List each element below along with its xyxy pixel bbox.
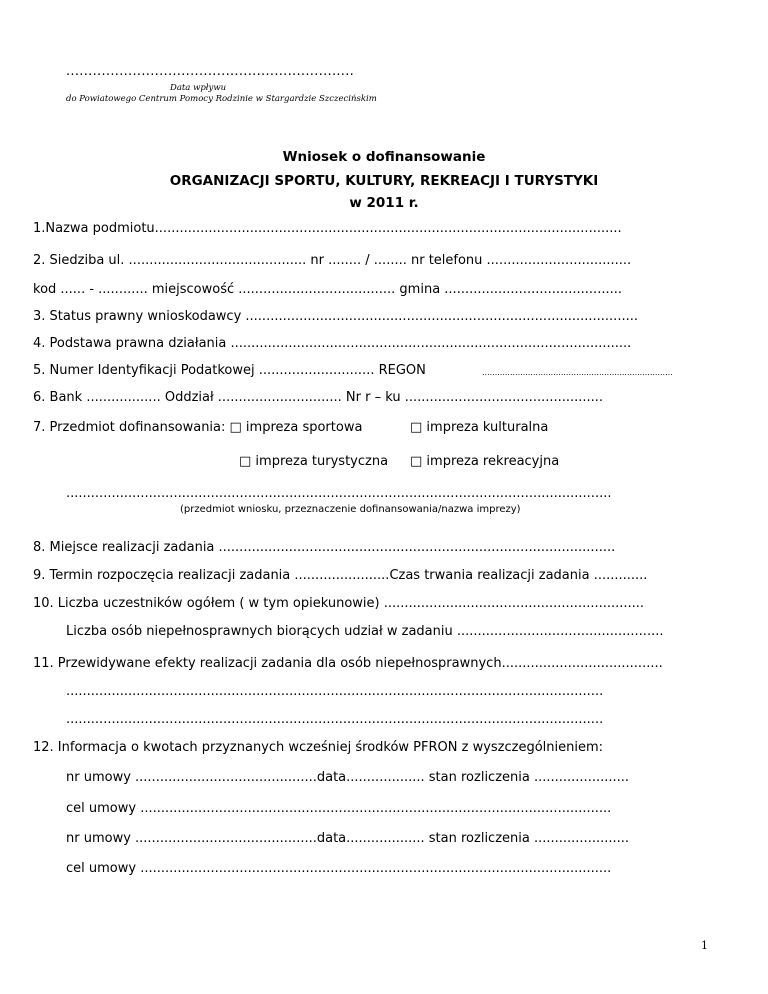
field-regon-dots: ...........................................................................	[482, 368, 673, 377]
field-contract-purpose-2: cel umowy ..................................................................................................................	[66, 861, 612, 876]
field-subject-dots: ....................................................................................................................................	[66, 486, 612, 501]
field-entity-name: 1.Nazwa podmiotu.................................................................................................................	[33, 221, 622, 236]
field-start-date: 9. Termin rozpoczęcia realizacji zadania .......................Czas trwania realizacji zadania .............	[33, 568, 648, 583]
field-location: 8. Miejsce realizacji zadania ................................................................................................	[33, 540, 616, 555]
field-postal-code: kod ...... - ............ miejscowość ...................................... gmina ...........................................	[33, 282, 622, 297]
field-disabled-participants: Liczba osób niepełnosprawnych biorących udział w zadaniu ..................................................	[66, 624, 664, 639]
office-address: do Powiatowego Centrum Pomocy Rodzinie w Stargardzie Szczecińskim	[66, 94, 377, 104]
field-nip-regon: 5. Numer Identyfikacji Podatkowej ............................ REGON	[33, 363, 426, 378]
field-contract-purpose-1: cel umowy ..................................................................................................................	[66, 801, 612, 816]
field-pfron-info: 12. Informacja o kwotach przyznanych wcześniej środków PFRON z wyszczególnieniem:	[33, 740, 604, 755]
field-address: 2. Siedziba ul. ........................................... nr ........ / ........ nr telefonu ...................................	[33, 253, 632, 268]
checkbox-cultural: □ impreza kulturalna	[410, 420, 549, 435]
field-legal-status: 3. Status prawny wnioskodawcy ...............................................................................................	[33, 309, 638, 324]
form-title: Wniosek o dofinansowanie	[282, 149, 486, 165]
field-contract-row-2: nr umowy ............................................data................... stan rozliczenia .......................	[66, 831, 630, 846]
date-received-line: .................................................................	[66, 64, 355, 79]
date-received-label: Data wpływu	[170, 83, 227, 93]
field-subject-sport: 7. Przedmiot dofinansowania: □ impreza sportowa	[33, 420, 363, 435]
form-year: w 2011 r.	[349, 195, 419, 211]
field-participants: 10. Liczba uczestników ogółem ( w tym opiekunowie) ...............................................................	[33, 596, 645, 611]
checkbox-tourism: □ impreza turystyczna	[239, 454, 389, 469]
page-number: 1	[701, 939, 708, 952]
field-contract-row-1: nr umowy ............................................data................... stan rozliczenia .......................	[66, 770, 630, 785]
field-expected-effects: 11. Przewidywane efekty realizacji zadania dla osób niepełnosprawnych.......................................	[33, 656, 663, 671]
field-effects-dots-2: ..................................................................................................................................	[66, 712, 604, 727]
checkbox-recreation: □ impreza rekreacyjna	[410, 454, 560, 469]
field-bank: 6. Bank .................. Oddział .............................. Nr r – ku ................................................	[33, 390, 604, 405]
field-legal-basis: 4. Podstawa prawna działania .................................................................................................	[33, 336, 632, 351]
field-effects-dots-1: ..................................................................................................................................	[66, 684, 604, 699]
field-subject-caption: (przedmiot wniosku, przeznaczenie dofinansowania/nazwa imprezy)	[180, 504, 521, 515]
form-subtitle: ORGANIZACJI SPORTU, KULTURY, REKREACJI I TURYSTYKI	[169, 173, 599, 189]
